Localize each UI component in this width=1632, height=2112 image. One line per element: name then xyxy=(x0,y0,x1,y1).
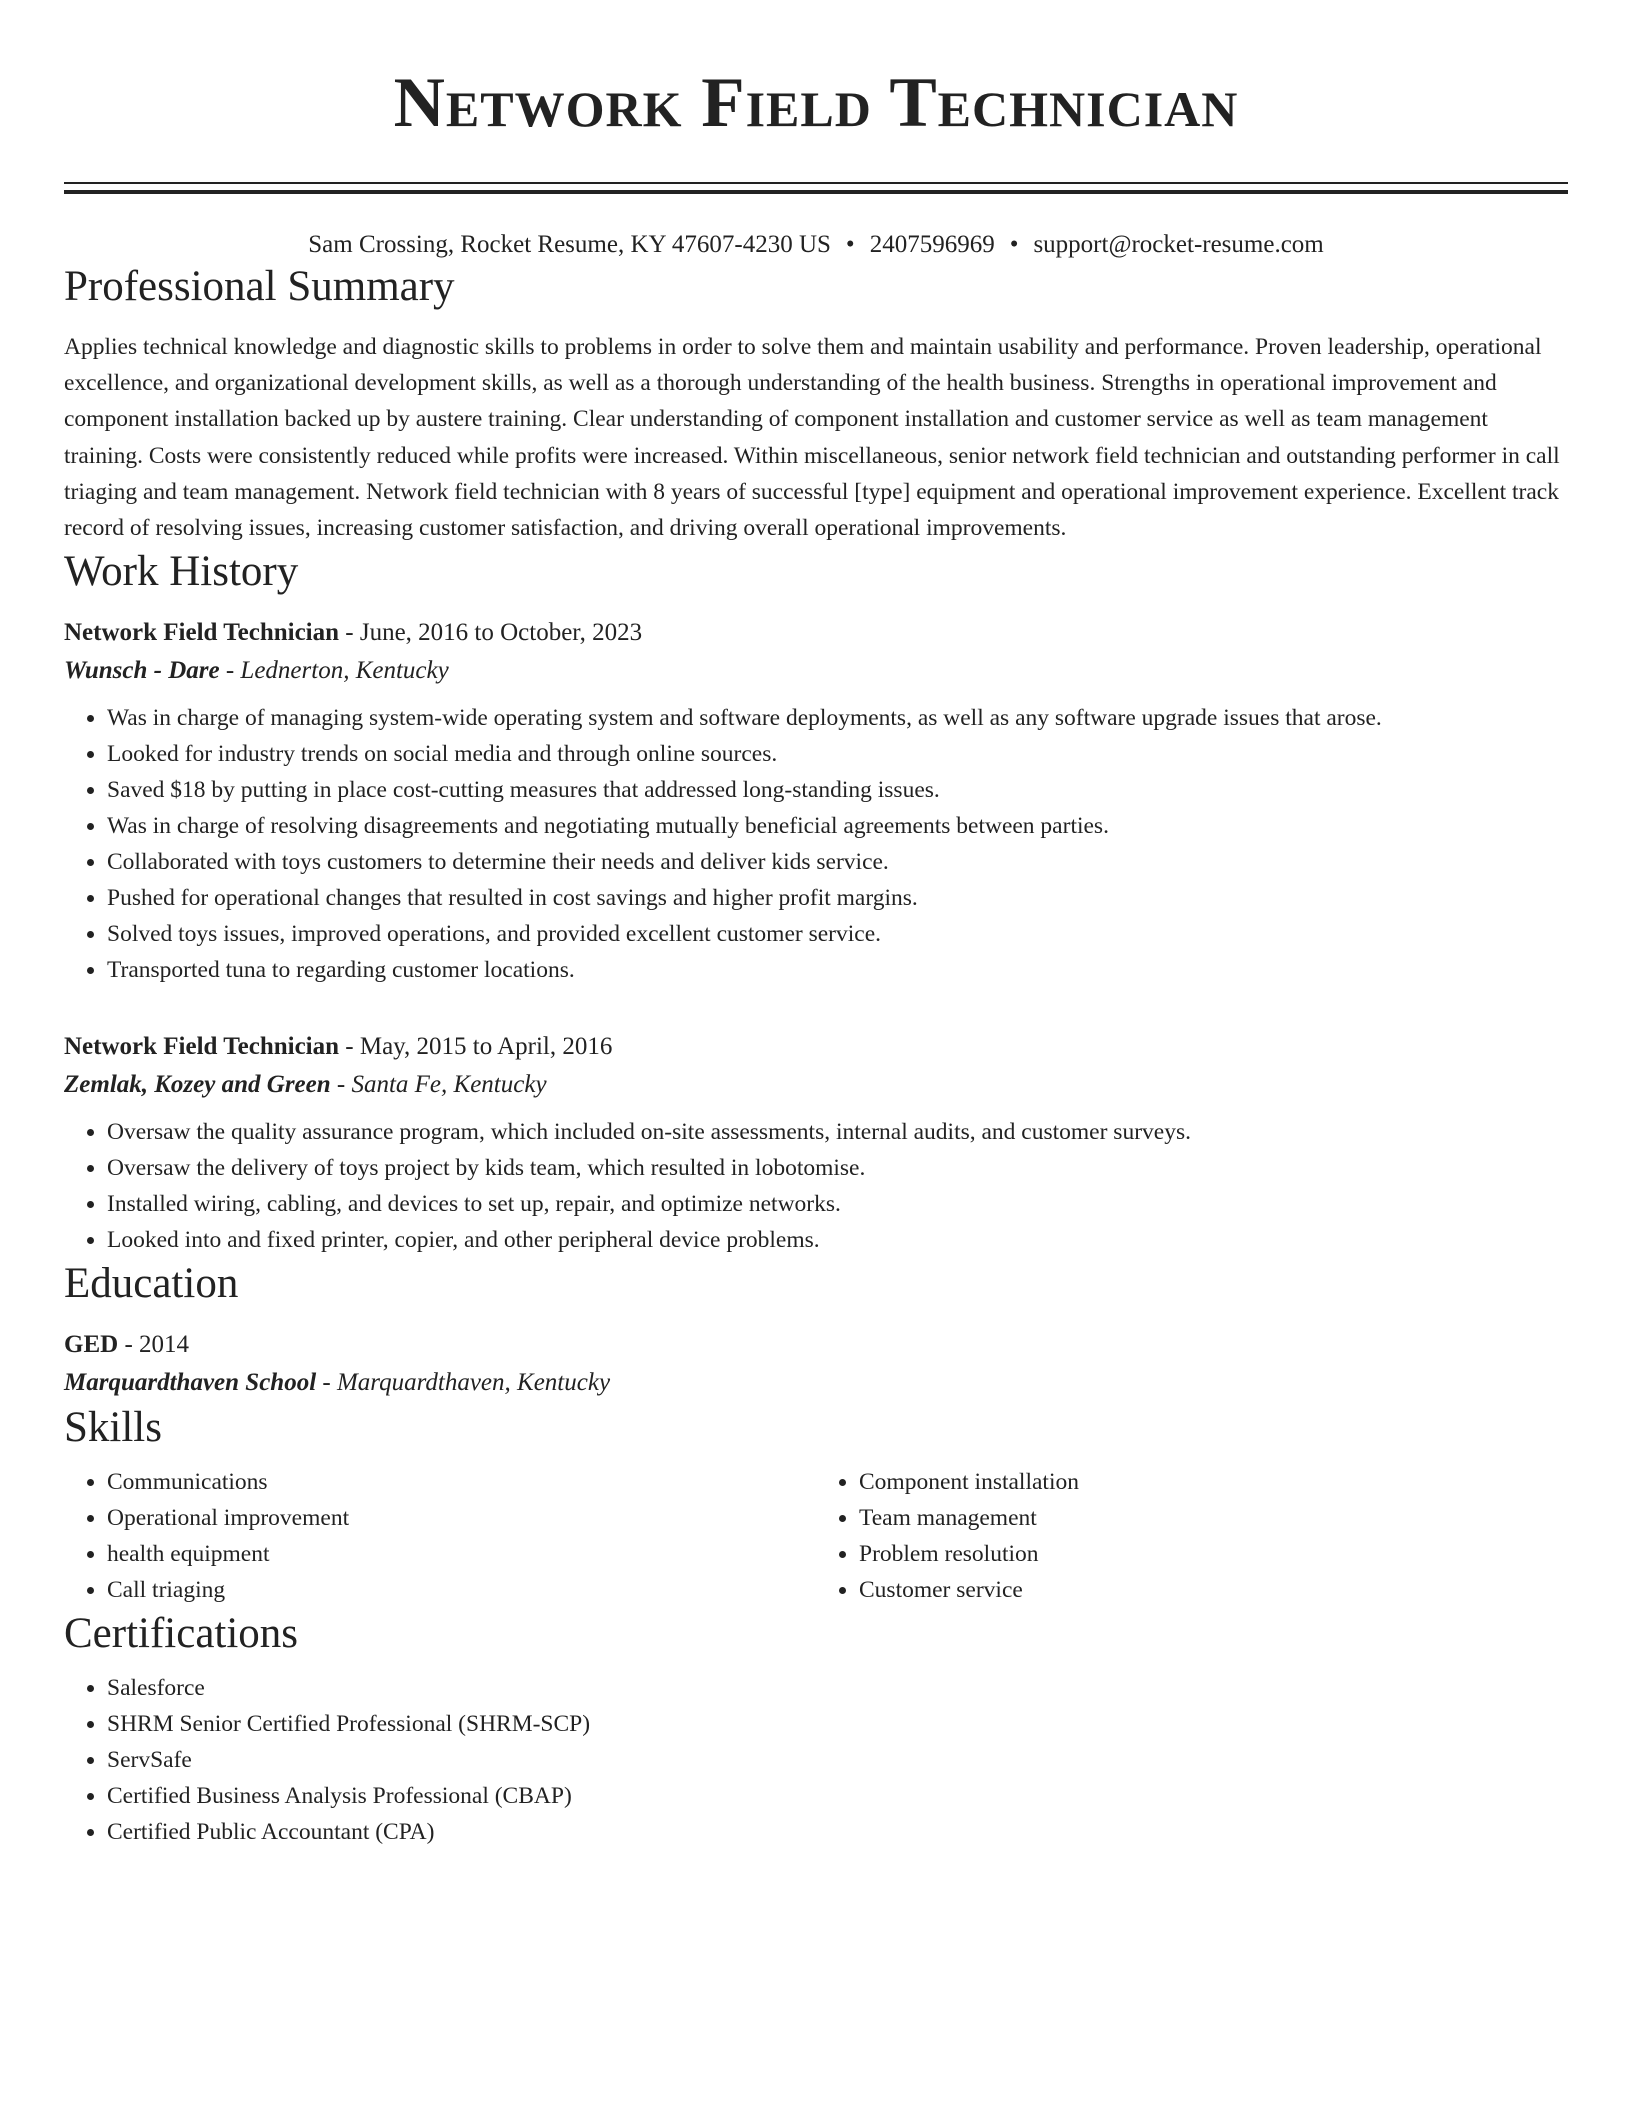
contact-email: support@rocket-resume.com xyxy=(1033,231,1324,258)
education-year: - 2014 xyxy=(118,1331,190,1359)
education-school: Marquardthaven School xyxy=(64,1369,317,1397)
list-item: • Looked into and fixed printer, copier, and other peripheral device problems. xyxy=(107,1222,1568,1258)
certifications-heading: Certifications xyxy=(64,1610,299,1658)
skill-item: • Communications xyxy=(107,1464,816,1500)
education-school-line xyxy=(64,1364,1568,1402)
list-item: • Oversaw the quality assurance program, which included on-site assessments, internal audits, and customer surveys. xyxy=(107,1114,1568,1150)
skills-list-right xyxy=(816,1464,1568,1608)
job-location: - Santa Fe, Kentucky xyxy=(330,1071,547,1099)
list-item: • Saved $18 by putting in place cost-cutting measures that addressed long-standing issues. xyxy=(107,772,1568,808)
job-position: Network Field Technician xyxy=(64,619,340,647)
skill-item: • Operational improvement xyxy=(107,1500,816,1536)
list-item: • Transported tuna to regarding customer locations. xyxy=(107,952,1568,988)
skill-item: • Call triaging xyxy=(107,1572,816,1608)
job-dates: - May, 2015 to April, 2016 xyxy=(339,1033,613,1061)
job-header xyxy=(64,1028,1568,1066)
list-item: • Was in charge of resolving disagreements and negotiating mutually beneficial agreements between parties. xyxy=(107,808,1568,844)
contact-separator: • xyxy=(1009,231,1019,258)
job-location: - Lednerton, Kentucky xyxy=(219,657,449,685)
list-item: • Collaborated with toys customers to determine their needs and deliver kids service. xyxy=(107,844,1568,880)
certification-item: • Salesforce xyxy=(107,1670,1568,1706)
job-employer-line xyxy=(64,1066,1568,1104)
education-header xyxy=(64,1326,1568,1364)
list-item: • Was in charge of managing system-wide operating system and software deployments, as well as any software upgrade issues that arose. xyxy=(107,700,1568,736)
header-divider xyxy=(64,182,1568,194)
job-entry xyxy=(64,614,1568,988)
skills-grid xyxy=(64,1464,1568,1608)
education-location: - Marquardthaven, Kentucky xyxy=(316,1369,611,1397)
job-company: Wunsch - Dare xyxy=(64,657,220,685)
contact-phone: 2407596969 xyxy=(869,231,995,258)
certification-item: • SHRM Senior Certified Professional (SHRM-SCP) xyxy=(107,1706,1568,1742)
skill-item: • Problem resolution xyxy=(859,1536,1568,1572)
list-item: • Pushed for operational changes that resulted in cost savings and higher profit margins. xyxy=(107,880,1568,916)
resume-name: Network Field Technician xyxy=(393,64,1239,142)
contact-separator: • xyxy=(845,231,855,258)
job-duties-list xyxy=(64,1114,1568,1258)
education-degree: GED xyxy=(64,1331,119,1359)
skill-item: • Component installation xyxy=(859,1464,1568,1500)
list-item: • Installed wiring, cabling, and devices to set up, repair, and optimize networks. xyxy=(107,1186,1568,1222)
list-item: • Solved toys issues, improved operations, and provided excellent customer service. xyxy=(107,916,1568,952)
certification-item: • Certified Public Accountant (CPA) xyxy=(107,1814,1568,1850)
education-heading: Education xyxy=(64,1260,239,1308)
job-employer-line xyxy=(64,652,1568,690)
job-duties-list xyxy=(64,700,1568,988)
certification-item: • ServSafe xyxy=(107,1742,1568,1778)
contact-line xyxy=(64,229,1568,261)
skills-list-left xyxy=(64,1464,816,1608)
work-history-heading: Work History xyxy=(64,548,299,596)
education-entry xyxy=(64,1326,1568,1402)
skills-heading: Skills xyxy=(64,1404,162,1452)
list-item: • Oversaw the delivery of toys project by kids team, which resulted in lobotomise. xyxy=(107,1150,1568,1186)
job-position: Network Field Technician xyxy=(64,1033,340,1061)
certification-item: • Certified Business Analysis Professional (CBAP) xyxy=(107,1778,1568,1814)
summary-heading: Professional Summary xyxy=(64,263,455,310)
job-entry xyxy=(64,1028,1568,1258)
job-dates: - June, 2016 to October, 2023 xyxy=(339,619,643,647)
job-header xyxy=(64,614,1568,652)
list-item: • Looked for industry trends on social media and through online sources. xyxy=(107,736,1568,772)
summary-text: Applies technical knowledge and diagnostic skills to problems in order to solve them and maintain usability and performance. Proven leadership, operational excellence, and organizational development skills, as well as a thorough understanding of the health business. Strengths in operational improvement and component installation backed up by austere training. Clear understanding of component installation and customer service as well as team management training. Costs were consistently reduced while profits were increased. Within miscellaneous, senior network field technician and outstanding performer in call triaging and team management. Network field technician with 8 years of successful [type] equipment and operational improvement experience. Excellent track record of resolving issues, increasing customer satisfaction, and driving overall operational improvements. xyxy=(64,334,1560,542)
skill-item: • health equipment xyxy=(107,1536,816,1572)
skill-item: • Team management xyxy=(859,1500,1568,1536)
skill-item: • Customer service xyxy=(859,1572,1568,1608)
contact-address: Sam Crossing, Rocket Resume, KY 47607-4230 US xyxy=(308,231,831,258)
job-company: Zemlak, Kozey and Green xyxy=(64,1071,331,1099)
certifications-list xyxy=(64,1670,1568,1850)
